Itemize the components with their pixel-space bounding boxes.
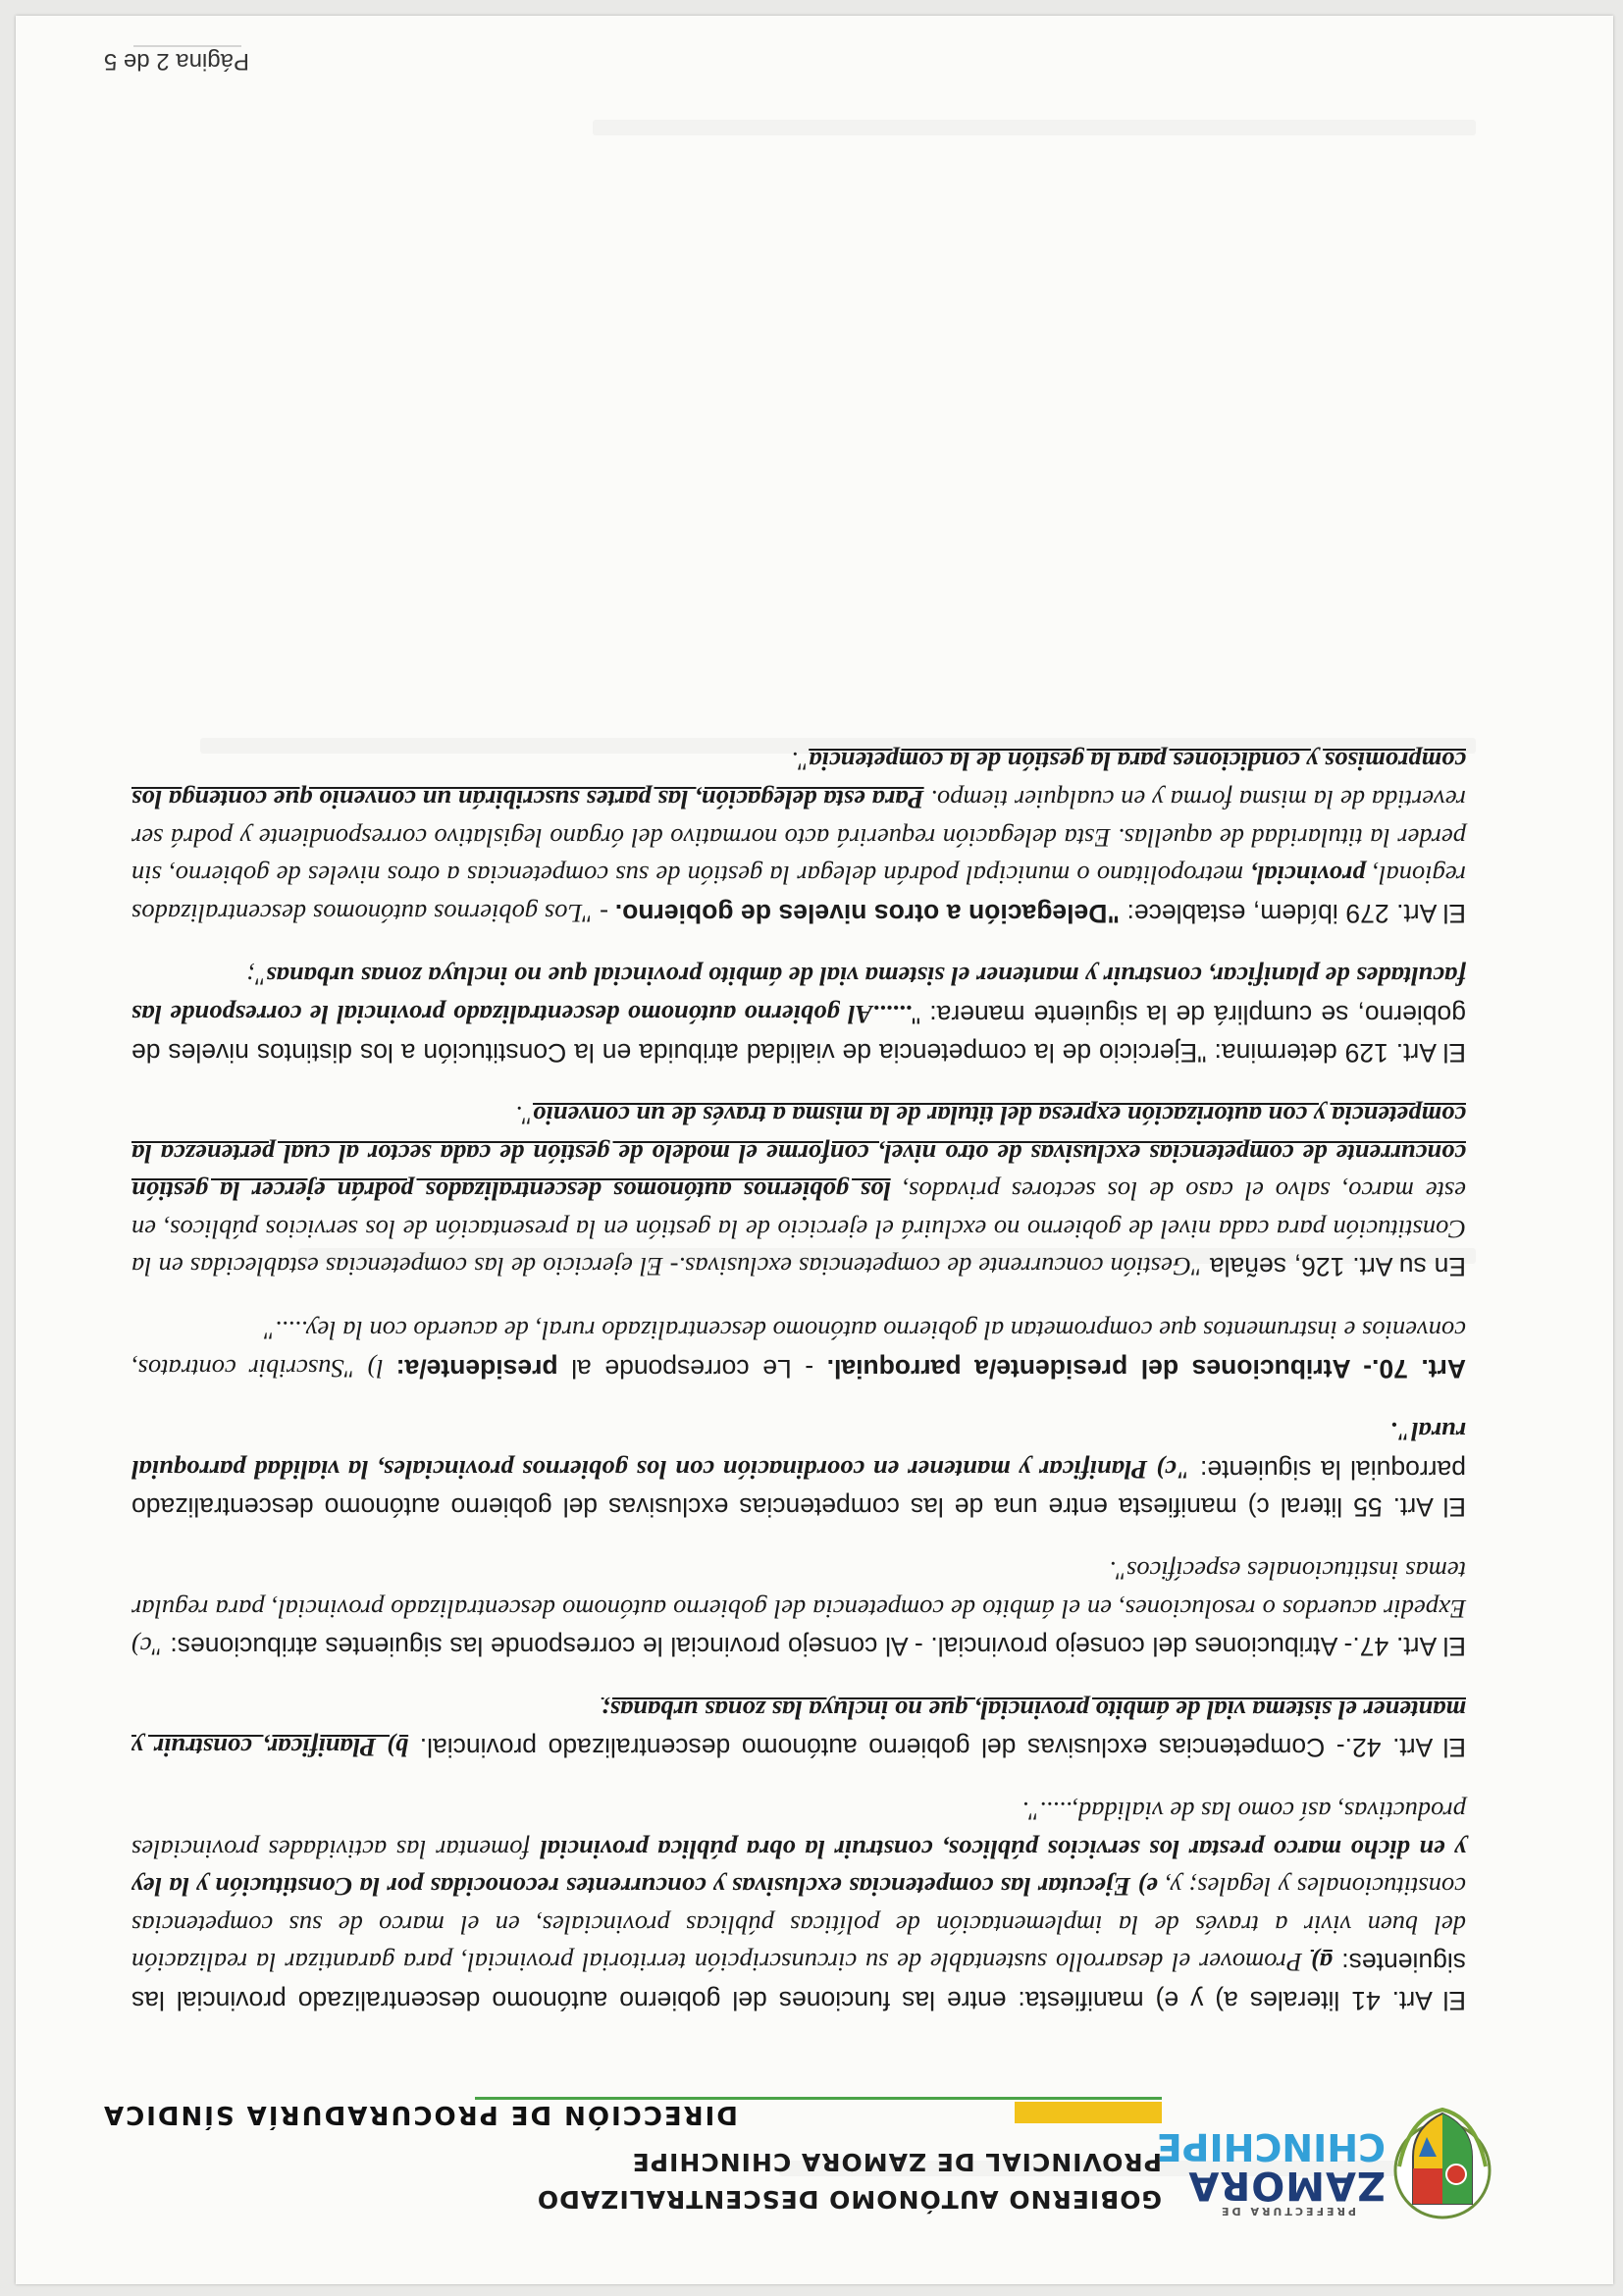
logo-zamora: ZAMORA — [1187, 2163, 1386, 2208]
department-title: DIRECCIÓN DE PROCURADURÍA SÍNDICA — [102, 2100, 738, 2129]
art279-quote-2: metropolitano o municipal podrán delegar la gestión de sus competencias a otros niveles de gobierno, sin perder la titularidad de aquellas. Esta delegación requerirá acto normativo del órgano legislativo correspondiente y podrá ser revertida de la misma forma y en cualquier tiempo. — [131, 784, 1466, 891]
art279-provincial: provincial, — [1250, 861, 1366, 891]
bleed-through-line — [593, 120, 1476, 135]
prefecture-shield-logo — [1389, 2104, 1495, 2225]
art70-quote: l) "Suscribir contratos, convenios e instrumentos que comprometan al gobierno autónomo descentralizado rural, de acuerdo con la ley....." — [131, 1316, 1466, 1383]
art279-quote-1: - "Los gobiernos autónomos descentralizados regional, — [131, 861, 1466, 928]
art70-heading: Art. 70.- Atribuciones del presidente/a parroquial. — [826, 1353, 1466, 1383]
paragraph-art-70 — [131, 1312, 1466, 1387]
letterhead — [102, 2078, 1495, 2225]
art126-quote: "Gestión concurrente de competencias exclusivas.- El ejercicio de las competencias establecidas en la Constitución para cada nivel de gobierno no excluirá el ejercicio de la gestión en la presentación de los servicios públicos, en este marco, salvo el caso de los sectores privados, — [131, 1176, 1466, 1282]
logo-chinchipe: CHINCHIPE — [1156, 2125, 1386, 2168]
art279-tail: ". — [791, 747, 810, 777]
art126-tail: ". — [515, 1101, 533, 1131]
institution-title — [102, 2143, 1162, 2218]
art126-intro: En su Art. 126, señala — [1202, 1252, 1466, 1282]
paragraph-art-41 — [131, 1792, 1466, 2019]
paragraph-art-129 — [131, 958, 1466, 1071]
art126-emphasis: los gobiernos autónomos descentralizados podrán ejercer la gestión concurrente de competencias exclusivas de otro nivel, conforme el modelo de gestión de cada sector al cual pertenezca la competencia y con autorización expresa del titular de la misma a través de un convenio — [131, 1101, 1466, 1207]
art41-intro: El Art. 41 literales a) y e) manifiesta: entre las funciones del gobierno autónomo descentralizado provincial las siguientes: — [131, 1948, 1466, 2015]
art129-quote: ......Al gobierno autónomo descentralizado provincial le corresponde las facultades de planificar, construir y mantener el sistema vial de ámbito provincial que no incluya zonas urbanas — [131, 962, 1466, 1029]
art41-quote-a: Promover el desarrollo sustentable de su circunscripción territorial provincial, para garantizar la realización del buen vivir a través de la implementación de políticas públicas provinciales, en el marco de sus competencias constitucionales y legales; y, — [131, 1872, 1466, 1978]
document-body — [131, 717, 1466, 2019]
art70-who: presidente/a: — [395, 1353, 558, 1383]
paragraph-art-55 — [131, 1413, 1466, 1527]
art279-intro: El Art. 279 ibídem, establece: — [1119, 898, 1466, 928]
logo-prefix: PREFECTURA DE — [1218, 2205, 1357, 2218]
title-line-1: GOBIERNO AUTÓNOMO DESCENTRALIZADO — [536, 2185, 1162, 2214]
art42-intro: El Art. 42.- Competencias exclusivas del gobierno autónomo descentralizado provincial. — [408, 1733, 1466, 1763]
document-page — [16, 16, 1613, 2284]
art41-quote-e: fomentar las actividades provinciales productivas, así como las de vialidad — [131, 1797, 1466, 1864]
art55-intro: El Art. 55 literal c) manifiesta entre una de las competencias exclusivas del gobierno autónomo descentralizado parroquial la siguiente: — [131, 1454, 1466, 1523]
art47-intro: El Art. 47.- Atribuciones del consejo provincial. - Al consejo provincial le corresponde las siguientes atribuciones: — [162, 1632, 1466, 1662]
art279-heading: "Delegación a otros niveles de gobierno. — [614, 898, 1120, 928]
art70-mid: - Le corresponde al — [557, 1353, 827, 1383]
paragraph-art-279 — [131, 743, 1466, 932]
art47-quote: "c) Expedir acuerdos o resoluciones, en el ámbito de competencia del gobierno autónomo descentralizado provincial, para regular temas institucionales específicos". — [131, 1556, 1466, 1662]
art41-literal-e: e) Ejecutar las competencias exclusivas y concurrentes reconocidas por la Constitución y la ley y en dicho marco prestar los servicios públicos, construir la obra pública provincial — [131, 1834, 1466, 1903]
scan-edge-mark — [133, 45, 241, 47]
art129-tail: "; — [246, 962, 267, 992]
prefecture-wordmark — [1156, 2125, 1386, 2218]
title-line-2: PROVINCIAL DE ZAMORA CHINCHIPE — [631, 2148, 1162, 2176]
paragraph-art-47 — [131, 1551, 1466, 1665]
art42-literal-b: b) Planificar, construir y mantener el sistema vial de ámbito provincial, que no incluya las zonas urbanas; — [131, 1695, 1466, 1763]
art279-emphasis: Para esta delegación, las partes suscribirán un convenio que contenga los compromisos y condiciones para la gestión de la competencia — [131, 747, 1466, 814]
art55-quote: "c) Planificar y mantener en coordinación con los gobiernos provinciales, la vialidad parroquial rural". — [131, 1417, 1466, 1485]
page-number: Página 2 de 5 — [103, 48, 249, 75]
paragraph-art-42 — [131, 1691, 1466, 1766]
art41-tail: ,.....". — [1021, 1797, 1078, 1827]
art129-intro: El Art. 129 determina: "Ejercicio de la competencia de vialidad atribuida en la Constitución a los distintos niveles de gobierno, se cumplirá de la siguiente manera: " — [131, 999, 1466, 1068]
paragraph-art-126 — [131, 1097, 1466, 1286]
art41-literal-a: a) — [1310, 1948, 1333, 1978]
